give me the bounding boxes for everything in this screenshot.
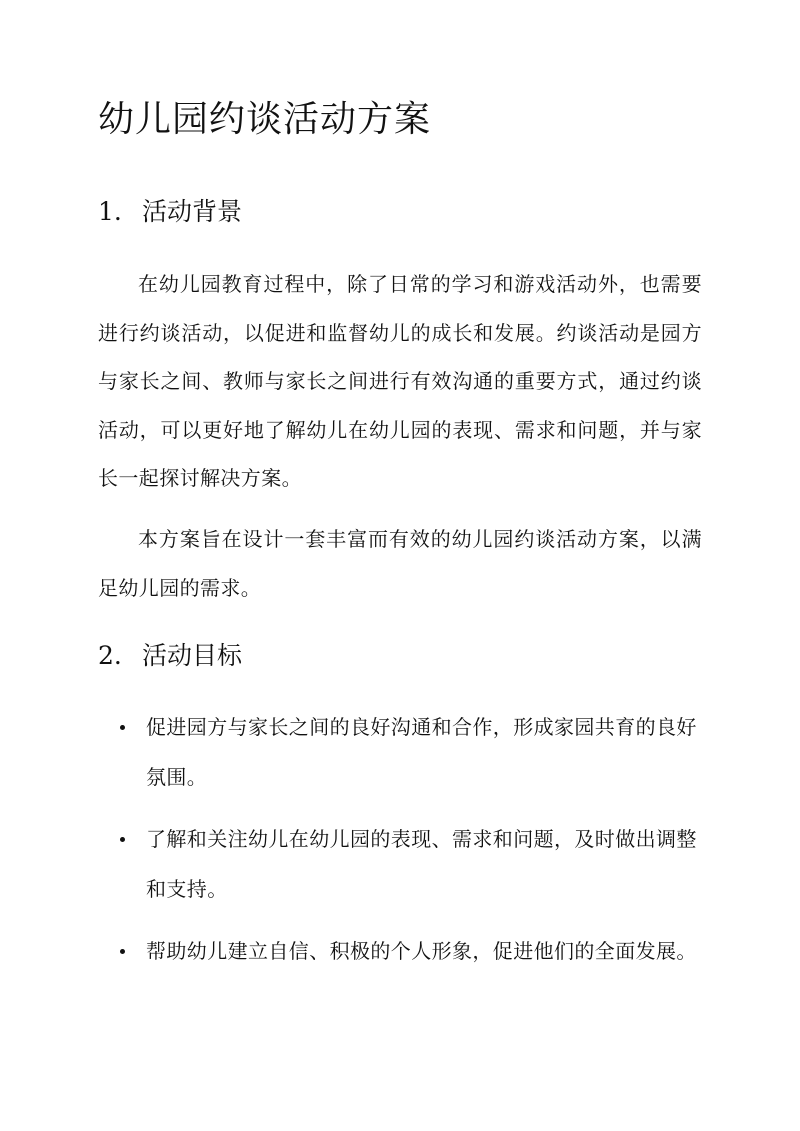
list-item-text: 帮助幼儿建立自信、积极的个人形象，促进他们的全面发展。 [146,939,697,963]
document-title: 幼儿园约谈活动方案 [98,99,432,140]
section-number: 1. [98,197,122,226]
background-paragraph-2: 本方案旨在设计一套丰富而有效的幼儿园约谈活动方案，以满足幼儿园的需求。 [98,527,702,600]
background-paragraph-1: 在幼儿园教育过程中，除了日常的学习和游戏活动外，也需要进行约谈活动，以促进和监督幼儿的成长和发展。约谈活动是园方与家长之间、教师与家长之间进行有效沟通的重要方式，通过约谈活动，可以更好地了解幼儿在幼儿园的表现、需求和问题，并与家长一起探讨解决方案。 [98,272,702,490]
bullet-icon [120,837,125,842]
bullet-icon [120,725,125,730]
section-heading-goals [98,638,242,674]
list-item-text: 了解和关注幼儿在幼儿园的表现、需求和问题，及时做出调整和支持。 [146,827,697,901]
bullet-icon [120,949,125,954]
list-item [98,926,702,976]
list-item-text: 促进园方与家长之间的良好沟通和合作，形成家园共育的良好氛围。 [146,715,697,789]
section-title: 活动背景 [142,197,243,226]
section-heading-background [98,194,242,230]
section-number: 2. [98,641,122,670]
section-title: 活动目标 [142,641,243,670]
list-item [98,702,702,802]
goals-list [98,702,702,988]
list-item [98,814,702,914]
